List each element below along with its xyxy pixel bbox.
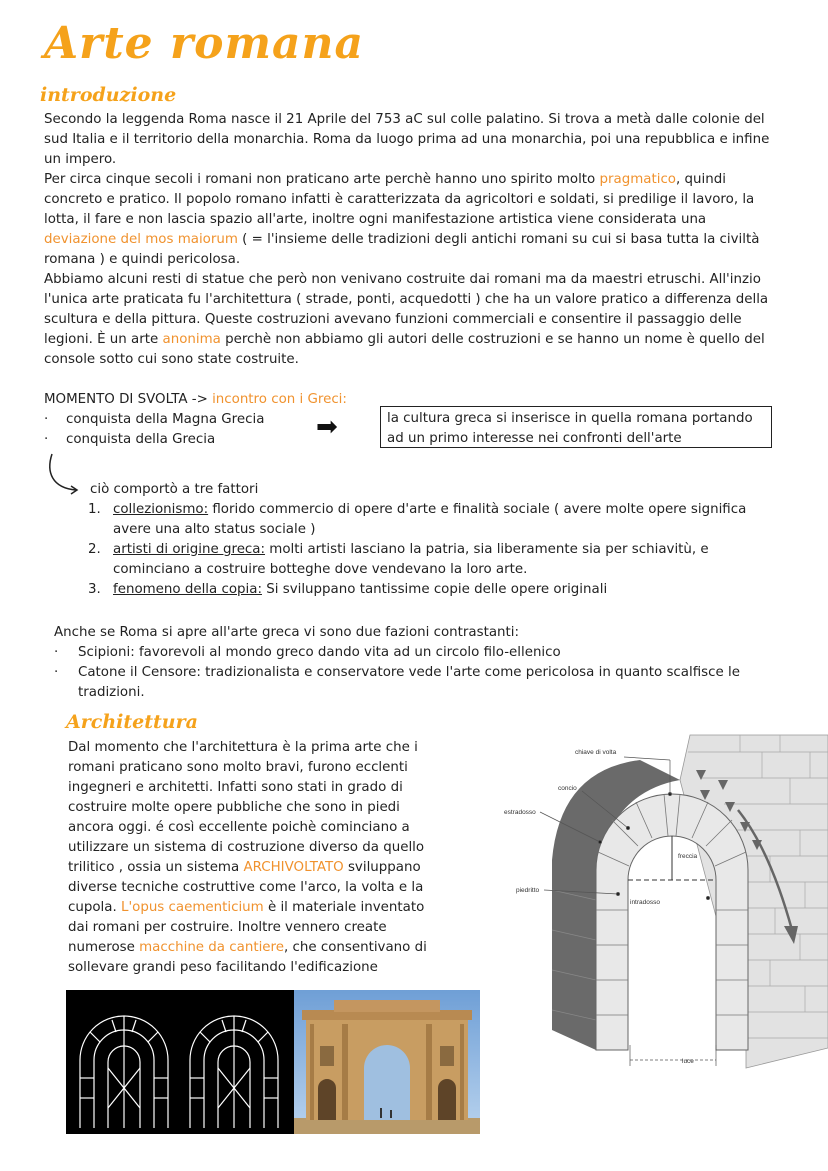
highlight-opus: L'opus caementicium	[120, 900, 264, 915]
label-chiave-di-volta: chiave di volta	[575, 749, 617, 756]
label-intradosso: intradosso	[630, 899, 660, 906]
factor-text: Si sviluppano tantissime copie delle opere originali	[261, 582, 608, 597]
list-item-text: Catone il Censore: tradizionalista e conservatore vede l'arte come pericolosa in quanto scalfisce le tradizioni.	[78, 665, 740, 700]
factors-list	[88, 500, 778, 600]
svolta-list	[44, 410, 304, 450]
text-span: Dal momento che l'architettura è la prima arte che i romani praticano sono molto bravi, furono ecclenti ingegneri e architetti. Infatti sono stati in grado di costruire molte opere pubbliche che sono in piedi ancora oggi. é così eccellente poichè cominciano a utilizzare un sistema di costruzione diverso da quello trilitico , ossia un sistema	[68, 740, 425, 875]
wall	[680, 735, 828, 1068]
arch-anatomy-diagram	[500, 730, 828, 1076]
bullet-icon: ·	[44, 412, 49, 427]
text-span: è il materiale inventato dai romani per costruire. Inoltre vennero create numerose	[68, 900, 425, 955]
text-span: sviluppano diverse tecniche costruttive come l'arco, la volta e la cupola.	[68, 860, 424, 915]
arrow-right-icon: ➡	[316, 412, 338, 442]
label-estradosso: estradosso	[504, 809, 536, 816]
intro-paragraph-1: Secondo la leggenda Roma nasce il 21 Aprile del 753 aC sul colle palatino. Si trova a metà dalle colonie del sud Italia e il territorio della monarchia. Roma da luogo prima ad una monarchia, poi una repubblica e infine un impero.	[44, 112, 770, 167]
highlight-pragmatico: pragmatico	[599, 172, 677, 187]
text-span: Per circa cinque secoli i romani non praticano arte perchè hanno uno spirito molto	[44, 172, 600, 187]
label-luce: luce	[682, 1058, 694, 1065]
intro-section	[44, 110, 779, 370]
list-item-text: Scipioni: favorevoli al mondo greco dando vita ad un circolo filo-ellenico	[78, 645, 561, 660]
factor-text: molti artisti lasciano la patria, sia liberamente sia per schiavitù, e cominciano a costruire botteghe dove vendevano la loro arte.	[113, 542, 709, 577]
highlight-anonima: anonima	[162, 332, 221, 347]
label-concio: concio	[558, 785, 577, 792]
bullet-icon: ·	[54, 665, 59, 680]
list-item	[44, 410, 304, 430]
svolta-label	[44, 390, 347, 410]
factor-number: 3.	[88, 582, 101, 597]
text-span: Abbiamo alcuni resti di statue che però non venivano costruite dai romani ma da maestri etruschi. All'inzio l'unica arte praticata fu l'architettura ( strade, ponti, acquedotti ) che ha un valore pratico a differenza della scultura e della pittura. Queste costruzioni avevano funzioni commerciali e consentire il passaggio delle legioni. È un arte	[44, 272, 769, 347]
factor-term: fenomeno della copia:	[113, 582, 262, 597]
highlight-archivoltato: ARCHIVOLTATO	[243, 860, 344, 875]
page-title: Arte romana	[44, 18, 365, 69]
arch-construction-illustration	[66, 990, 294, 1134]
intro-heading: introduzione	[40, 84, 177, 106]
list-item-text: conquista della Magna Grecia	[66, 412, 265, 427]
label-piedritto: piedritto	[516, 887, 540, 894]
list-item-text: conquista della Grecia	[66, 432, 216, 447]
label-freccia: freccia	[678, 853, 698, 860]
svolta-label-text: MOMENTO DI SVOLTA ->	[44, 392, 213, 407]
roman-arch-photo	[294, 990, 480, 1134]
factor-term: collezionismo:	[113, 502, 209, 517]
text-span: , quindi concreto e pratico. Il popolo romano infatti è caratterizzata da agricoltori e soldati, si predilige il lavoro, la lotta, il fare e non lascia spazio all'arte, inoltre ogni manifestazione artistica viene considerata una	[44, 172, 755, 227]
fazioni-lead: Anche se Roma si apre all'arte greca vi sono due fazioni contrastanti:	[54, 625, 520, 640]
text-span: ( = l'insieme delle tradizioni degli antichi romani su cui si basa tutta la civiltà romana ) e quindi pericolosa.	[44, 232, 760, 267]
highlight-mos-maiorum: deviazione del mos maiorum	[44, 232, 238, 247]
factor-item	[88, 540, 778, 580]
highlight-macchine: macchine da cantiere	[139, 940, 284, 955]
architettura-text	[68, 738, 446, 978]
factor-text: florido commercio di opere d'arte e finalità sociale ( avere molte opere significa avere una alto status sociale )	[113, 502, 747, 537]
intro-paragraph-3	[44, 270, 779, 370]
list-item	[44, 430, 304, 450]
curved-arrow-icon	[44, 452, 84, 496]
factor-number: 2.	[88, 542, 101, 557]
factor-term: artisti di origine greca:	[113, 542, 266, 557]
factor-item	[88, 580, 778, 600]
text-span: perchè non abbiamo gli autori delle costruzioni e se hanno un nome è quello del console sotto cui sono state costruite.	[44, 332, 765, 367]
factor-number: 1.	[88, 502, 101, 517]
list-item	[54, 643, 769, 663]
list-item	[54, 663, 769, 703]
bullet-icon: ·	[44, 432, 49, 447]
svolta-box: la cultura greca si inserisce in quella romana portando ad un primo interesse nei confronti dell'arte	[380, 406, 772, 448]
text-span: , che consentivano di sollevare grandi peso facilitando l'edificazione	[68, 940, 427, 975]
svolta-label-highlight: incontro con i Greci:	[212, 392, 347, 407]
architettura-heading: Architettura	[66, 711, 198, 733]
fazioni-section	[54, 623, 769, 703]
factors-lead: ciò comportò a tre fattori	[90, 482, 259, 497]
factor-item	[88, 500, 778, 540]
intro-paragraph-2	[44, 170, 779, 270]
bullet-icon: ·	[54, 645, 59, 660]
